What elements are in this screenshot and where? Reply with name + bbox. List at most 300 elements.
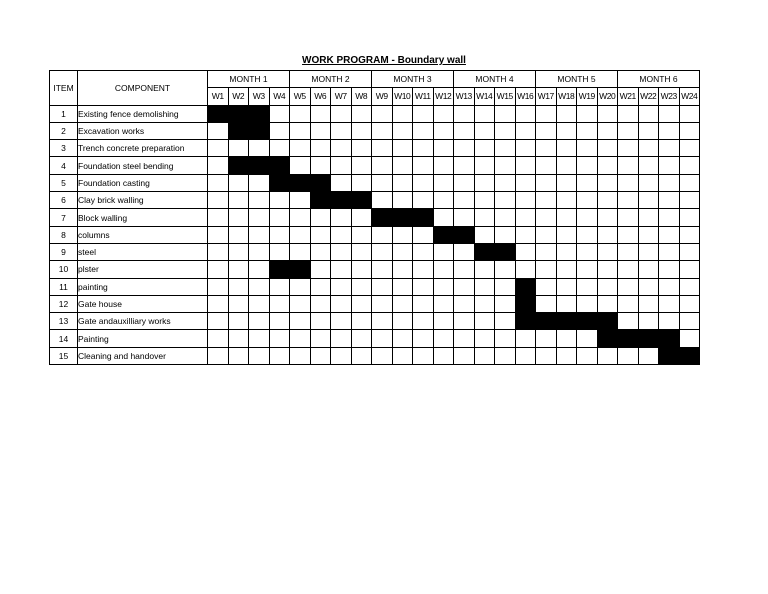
gantt-empty-cell xyxy=(351,330,372,347)
gantt-empty-cell xyxy=(556,226,577,243)
week-header: W17 xyxy=(536,88,557,105)
gantt-bar-cell xyxy=(269,261,290,278)
gantt-empty-cell xyxy=(659,174,680,191)
gantt-empty-cell xyxy=(597,122,618,139)
component-name: Clay brick walling xyxy=(78,192,208,209)
gantt-empty-cell xyxy=(310,140,331,157)
gantt-empty-cell xyxy=(351,226,372,243)
gantt-empty-cell xyxy=(433,174,454,191)
gantt-empty-cell xyxy=(372,313,393,330)
component-name: Existing fence demolishing xyxy=(78,105,208,122)
gantt-bar-cell xyxy=(679,347,700,364)
gantt-empty-cell xyxy=(269,295,290,312)
gantt-empty-cell xyxy=(433,278,454,295)
gantt-bar-cell xyxy=(556,313,577,330)
gantt-bar-cell xyxy=(331,192,352,209)
gantt-bar-cell xyxy=(310,192,331,209)
gantt-empty-cell xyxy=(638,347,659,364)
gantt-empty-cell xyxy=(290,157,311,174)
gantt-empty-cell xyxy=(351,295,372,312)
component-name: Gate house xyxy=(78,295,208,312)
gantt-empty-cell xyxy=(372,174,393,191)
gantt-empty-cell xyxy=(536,192,557,209)
month-header: MONTH 1 xyxy=(208,71,290,88)
gantt-empty-cell xyxy=(536,174,557,191)
gantt-empty-cell xyxy=(597,347,618,364)
month-header: MONTH 2 xyxy=(290,71,372,88)
gantt-empty-cell xyxy=(208,330,229,347)
gantt-empty-cell xyxy=(351,122,372,139)
month-header: MONTH 5 xyxy=(536,71,618,88)
gantt-empty-cell xyxy=(392,243,413,260)
gantt-empty-cell xyxy=(536,157,557,174)
gantt-empty-cell xyxy=(618,122,639,139)
gantt-empty-cell xyxy=(413,347,434,364)
gantt-empty-cell xyxy=(290,140,311,157)
gantt-bar-cell xyxy=(392,209,413,226)
item-number: 6 xyxy=(50,192,78,209)
gantt-empty-cell xyxy=(515,243,536,260)
gantt-bar-cell xyxy=(515,278,536,295)
gantt-empty-cell xyxy=(208,278,229,295)
gantt-empty-cell xyxy=(228,313,249,330)
gantt-empty-cell xyxy=(454,295,475,312)
gantt-empty-cell xyxy=(659,278,680,295)
gantt-empty-cell xyxy=(249,209,270,226)
week-header: W3 xyxy=(249,88,270,105)
gantt-empty-cell xyxy=(474,295,495,312)
gantt-empty-cell xyxy=(208,140,229,157)
gantt-empty-cell xyxy=(638,209,659,226)
week-header: W1 xyxy=(208,88,229,105)
gantt-empty-cell xyxy=(474,105,495,122)
gantt-empty-cell xyxy=(290,209,311,226)
gantt-empty-cell xyxy=(495,157,516,174)
gantt-empty-cell xyxy=(495,122,516,139)
week-header: W21 xyxy=(618,88,639,105)
gantt-empty-cell xyxy=(536,209,557,226)
gantt-empty-cell xyxy=(454,140,475,157)
gantt-empty-cell xyxy=(618,192,639,209)
gantt-bar-cell xyxy=(249,157,270,174)
gantt-empty-cell xyxy=(474,261,495,278)
component-name: steel xyxy=(78,243,208,260)
gantt-empty-cell xyxy=(310,157,331,174)
gantt-empty-cell xyxy=(351,209,372,226)
gantt-empty-cell xyxy=(679,157,700,174)
gantt-empty-cell xyxy=(474,278,495,295)
gantt-empty-cell xyxy=(351,174,372,191)
gantt-bar-cell xyxy=(433,226,454,243)
component-name: Block walling xyxy=(78,209,208,226)
gantt-empty-cell xyxy=(228,174,249,191)
gantt-empty-cell xyxy=(310,105,331,122)
gantt-empty-cell xyxy=(392,347,413,364)
gantt-bar-cell xyxy=(208,105,229,122)
gantt-empty-cell xyxy=(679,226,700,243)
item-number: 3 xyxy=(50,140,78,157)
item-number: 11 xyxy=(50,278,78,295)
gantt-bar-cell xyxy=(249,105,270,122)
gantt-empty-cell xyxy=(290,347,311,364)
gantt-empty-cell xyxy=(679,140,700,157)
gantt-empty-cell xyxy=(331,295,352,312)
gantt-empty-cell xyxy=(310,261,331,278)
gantt-empty-cell xyxy=(515,157,536,174)
gantt-empty-cell xyxy=(474,209,495,226)
work-program-table xyxy=(49,70,700,365)
gantt-empty-cell xyxy=(310,313,331,330)
item-header: ITEM xyxy=(50,71,78,106)
gantt-empty-cell xyxy=(208,157,229,174)
item-number: 9 xyxy=(50,243,78,260)
week-header: W10 xyxy=(392,88,413,105)
gantt-empty-cell xyxy=(228,347,249,364)
gantt-empty-cell xyxy=(515,174,536,191)
gantt-empty-cell xyxy=(269,122,290,139)
gantt-empty-cell xyxy=(228,330,249,347)
gantt-empty-cell xyxy=(310,295,331,312)
table-row xyxy=(50,209,700,226)
gantt-empty-cell xyxy=(454,209,475,226)
gantt-empty-cell xyxy=(454,174,475,191)
gantt-empty-cell xyxy=(372,243,393,260)
week-header: W9 xyxy=(372,88,393,105)
gantt-empty-cell xyxy=(659,157,680,174)
component-name: Foundation casting xyxy=(78,174,208,191)
gantt-empty-cell xyxy=(679,122,700,139)
gantt-empty-cell xyxy=(392,261,413,278)
gantt-empty-cell xyxy=(556,192,577,209)
week-header: W12 xyxy=(433,88,454,105)
gantt-empty-cell xyxy=(679,209,700,226)
week-header: W23 xyxy=(659,88,680,105)
gantt-empty-cell xyxy=(331,313,352,330)
gantt-empty-cell xyxy=(495,347,516,364)
gantt-empty-cell xyxy=(413,192,434,209)
gantt-empty-cell xyxy=(331,122,352,139)
gantt-empty-cell xyxy=(433,122,454,139)
gantt-empty-cell xyxy=(372,330,393,347)
gantt-empty-cell xyxy=(659,261,680,278)
gantt-empty-cell xyxy=(249,313,270,330)
gantt-empty-cell xyxy=(618,209,639,226)
gantt-empty-cell xyxy=(269,105,290,122)
table-row xyxy=(50,226,700,243)
gantt-empty-cell xyxy=(249,278,270,295)
gantt-empty-cell xyxy=(249,261,270,278)
gantt-empty-cell xyxy=(536,295,557,312)
gantt-empty-cell xyxy=(515,209,536,226)
gantt-empty-cell xyxy=(392,140,413,157)
item-number: 10 xyxy=(50,261,78,278)
gantt-empty-cell xyxy=(228,278,249,295)
gantt-empty-cell xyxy=(310,226,331,243)
table-row xyxy=(50,105,700,122)
gantt-empty-cell xyxy=(679,192,700,209)
gantt-empty-cell xyxy=(556,278,577,295)
week-header: W2 xyxy=(228,88,249,105)
gantt-empty-cell xyxy=(290,295,311,312)
gantt-empty-cell xyxy=(433,157,454,174)
gantt-empty-cell xyxy=(331,105,352,122)
gantt-empty-cell xyxy=(679,278,700,295)
gantt-empty-cell xyxy=(474,347,495,364)
gantt-empty-cell xyxy=(679,174,700,191)
gantt-empty-cell xyxy=(454,105,475,122)
week-header: W4 xyxy=(269,88,290,105)
gantt-empty-cell xyxy=(433,243,454,260)
gantt-bar-cell xyxy=(515,313,536,330)
gantt-empty-cell xyxy=(659,105,680,122)
gantt-empty-cell xyxy=(618,295,639,312)
gantt-empty-cell xyxy=(433,295,454,312)
gantt-bar-cell xyxy=(597,313,618,330)
gantt-empty-cell xyxy=(372,261,393,278)
week-header: W19 xyxy=(577,88,598,105)
gantt-empty-cell xyxy=(331,347,352,364)
month-header-row xyxy=(50,71,700,88)
gantt-empty-cell xyxy=(618,157,639,174)
gantt-empty-cell xyxy=(474,330,495,347)
gantt-empty-cell xyxy=(454,261,475,278)
gantt-empty-cell xyxy=(536,278,557,295)
gantt-empty-cell xyxy=(618,278,639,295)
gantt-bar-cell xyxy=(228,105,249,122)
gantt-empty-cell xyxy=(597,295,618,312)
gantt-empty-cell xyxy=(228,140,249,157)
gantt-empty-cell xyxy=(228,295,249,312)
table-row xyxy=(50,157,700,174)
gantt-empty-cell xyxy=(659,140,680,157)
table-row xyxy=(50,174,700,191)
gantt-empty-cell xyxy=(659,243,680,260)
month-header: MONTH 4 xyxy=(454,71,536,88)
gantt-empty-cell xyxy=(208,209,229,226)
gantt-empty-cell xyxy=(495,226,516,243)
gantt-empty-cell xyxy=(454,122,475,139)
component-name: Cleaning and handover xyxy=(78,347,208,364)
gantt-empty-cell xyxy=(413,278,434,295)
gantt-empty-cell xyxy=(638,295,659,312)
gantt-empty-cell xyxy=(413,295,434,312)
gantt-empty-cell xyxy=(413,122,434,139)
gantt-empty-cell xyxy=(249,295,270,312)
gantt-empty-cell xyxy=(454,330,475,347)
gantt-empty-cell xyxy=(392,192,413,209)
gantt-empty-cell xyxy=(433,330,454,347)
gantt-bar-cell xyxy=(310,174,331,191)
gantt-empty-cell xyxy=(556,347,577,364)
gantt-empty-cell xyxy=(413,140,434,157)
gantt-empty-cell xyxy=(208,122,229,139)
gantt-bar-cell xyxy=(351,192,372,209)
gantt-empty-cell xyxy=(638,174,659,191)
gantt-empty-cell xyxy=(597,209,618,226)
item-number: 12 xyxy=(50,295,78,312)
gantt-empty-cell xyxy=(413,261,434,278)
gantt-empty-cell xyxy=(659,226,680,243)
week-header: W7 xyxy=(331,88,352,105)
gantt-empty-cell xyxy=(577,243,598,260)
gantt-empty-cell xyxy=(638,226,659,243)
item-number: 7 xyxy=(50,209,78,226)
gantt-empty-cell xyxy=(269,330,290,347)
gantt-empty-cell xyxy=(618,174,639,191)
gantt-empty-cell xyxy=(310,243,331,260)
table-row xyxy=(50,347,700,364)
gantt-empty-cell xyxy=(331,243,352,260)
gantt-empty-cell xyxy=(228,226,249,243)
gantt-empty-cell xyxy=(618,243,639,260)
gantt-empty-cell xyxy=(556,174,577,191)
gantt-empty-cell xyxy=(392,105,413,122)
gantt-empty-cell xyxy=(474,192,495,209)
table-row xyxy=(50,192,700,209)
gantt-empty-cell xyxy=(249,192,270,209)
table-row xyxy=(50,313,700,330)
gantt-bar-cell xyxy=(413,209,434,226)
gantt-bar-cell xyxy=(536,313,557,330)
table-row xyxy=(50,330,700,347)
gantt-empty-cell xyxy=(269,278,290,295)
gantt-empty-cell xyxy=(536,105,557,122)
gantt-empty-cell xyxy=(536,122,557,139)
gantt-bar-cell xyxy=(269,157,290,174)
gantt-empty-cell xyxy=(679,330,700,347)
gantt-empty-cell xyxy=(331,140,352,157)
gantt-bar-cell xyxy=(659,330,680,347)
gantt-empty-cell xyxy=(392,226,413,243)
week-header: W5 xyxy=(290,88,311,105)
gantt-empty-cell xyxy=(351,347,372,364)
week-header: W8 xyxy=(351,88,372,105)
gantt-empty-cell xyxy=(413,330,434,347)
table-row xyxy=(50,243,700,260)
gantt-empty-cell xyxy=(556,330,577,347)
gantt-empty-cell xyxy=(638,157,659,174)
gantt-empty-cell xyxy=(372,226,393,243)
gantt-empty-cell xyxy=(351,261,372,278)
gantt-bar-cell xyxy=(515,295,536,312)
gantt-empty-cell xyxy=(249,347,270,364)
gantt-empty-cell xyxy=(351,140,372,157)
gantt-empty-cell xyxy=(474,313,495,330)
gantt-empty-cell xyxy=(290,105,311,122)
gantt-empty-cell xyxy=(679,313,700,330)
gantt-empty-cell xyxy=(249,140,270,157)
item-number: 14 xyxy=(50,330,78,347)
item-number: 15 xyxy=(50,347,78,364)
gantt-empty-cell xyxy=(577,192,598,209)
gantt-empty-cell xyxy=(638,105,659,122)
gantt-empty-cell xyxy=(208,226,229,243)
gantt-empty-cell xyxy=(618,261,639,278)
gantt-empty-cell xyxy=(249,174,270,191)
gantt-empty-cell xyxy=(310,122,331,139)
gantt-empty-cell xyxy=(659,313,680,330)
gantt-bar-cell xyxy=(454,226,475,243)
gantt-empty-cell xyxy=(372,122,393,139)
gantt-empty-cell xyxy=(331,278,352,295)
gantt-empty-cell xyxy=(536,330,557,347)
gantt-empty-cell xyxy=(577,140,598,157)
gantt-empty-cell xyxy=(597,157,618,174)
gantt-empty-cell xyxy=(515,226,536,243)
item-number: 5 xyxy=(50,174,78,191)
gantt-empty-cell xyxy=(208,243,229,260)
gantt-empty-cell xyxy=(659,295,680,312)
gantt-empty-cell xyxy=(413,313,434,330)
item-number: 4 xyxy=(50,157,78,174)
gantt-empty-cell xyxy=(208,313,229,330)
gantt-empty-cell xyxy=(577,122,598,139)
gantt-empty-cell xyxy=(679,261,700,278)
gantt-empty-cell xyxy=(597,174,618,191)
gantt-empty-cell xyxy=(597,278,618,295)
gantt-empty-cell xyxy=(638,192,659,209)
gantt-empty-cell xyxy=(495,209,516,226)
gantt-empty-cell xyxy=(413,226,434,243)
gantt-empty-cell xyxy=(413,174,434,191)
gantt-empty-cell xyxy=(454,278,475,295)
gantt-empty-cell xyxy=(597,192,618,209)
gantt-empty-cell xyxy=(454,347,475,364)
gantt-empty-cell xyxy=(597,243,618,260)
gantt-empty-cell xyxy=(290,243,311,260)
page-title: WORK PROGRAM - Boundary wall xyxy=(302,55,466,66)
month-header: MONTH 3 xyxy=(372,71,454,88)
gantt-empty-cell xyxy=(515,140,536,157)
week-header: W11 xyxy=(413,88,434,105)
gantt-empty-cell xyxy=(556,261,577,278)
gantt-empty-cell xyxy=(249,226,270,243)
week-header: W15 xyxy=(495,88,516,105)
gantt-empty-cell xyxy=(556,157,577,174)
gantt-empty-cell xyxy=(638,122,659,139)
gantt-empty-cell xyxy=(269,243,290,260)
gantt-empty-cell xyxy=(392,313,413,330)
gantt-empty-cell xyxy=(515,122,536,139)
gantt-empty-cell xyxy=(495,261,516,278)
gantt-empty-cell xyxy=(331,209,352,226)
gantt-empty-cell xyxy=(351,243,372,260)
gantt-empty-cell xyxy=(495,313,516,330)
gantt-empty-cell xyxy=(392,295,413,312)
gantt-empty-cell xyxy=(536,243,557,260)
gantt-empty-cell xyxy=(577,157,598,174)
gantt-empty-cell xyxy=(290,330,311,347)
gantt-empty-cell xyxy=(638,261,659,278)
gantt-empty-cell xyxy=(331,226,352,243)
gantt-bar-cell xyxy=(228,157,249,174)
gantt-empty-cell xyxy=(577,347,598,364)
gantt-empty-cell xyxy=(269,226,290,243)
gantt-empty-cell xyxy=(495,278,516,295)
gantt-empty-cell xyxy=(495,192,516,209)
gantt-empty-cell xyxy=(618,313,639,330)
gantt-empty-cell xyxy=(433,261,454,278)
week-header: W16 xyxy=(515,88,536,105)
gantt-empty-cell xyxy=(474,174,495,191)
gantt-bar-cell xyxy=(249,122,270,139)
gantt-empty-cell xyxy=(474,157,495,174)
gantt-bar-cell xyxy=(474,243,495,260)
gantt-empty-cell xyxy=(290,122,311,139)
gantt-empty-cell xyxy=(228,261,249,278)
gantt-empty-cell xyxy=(433,313,454,330)
component-name: plster xyxy=(78,261,208,278)
